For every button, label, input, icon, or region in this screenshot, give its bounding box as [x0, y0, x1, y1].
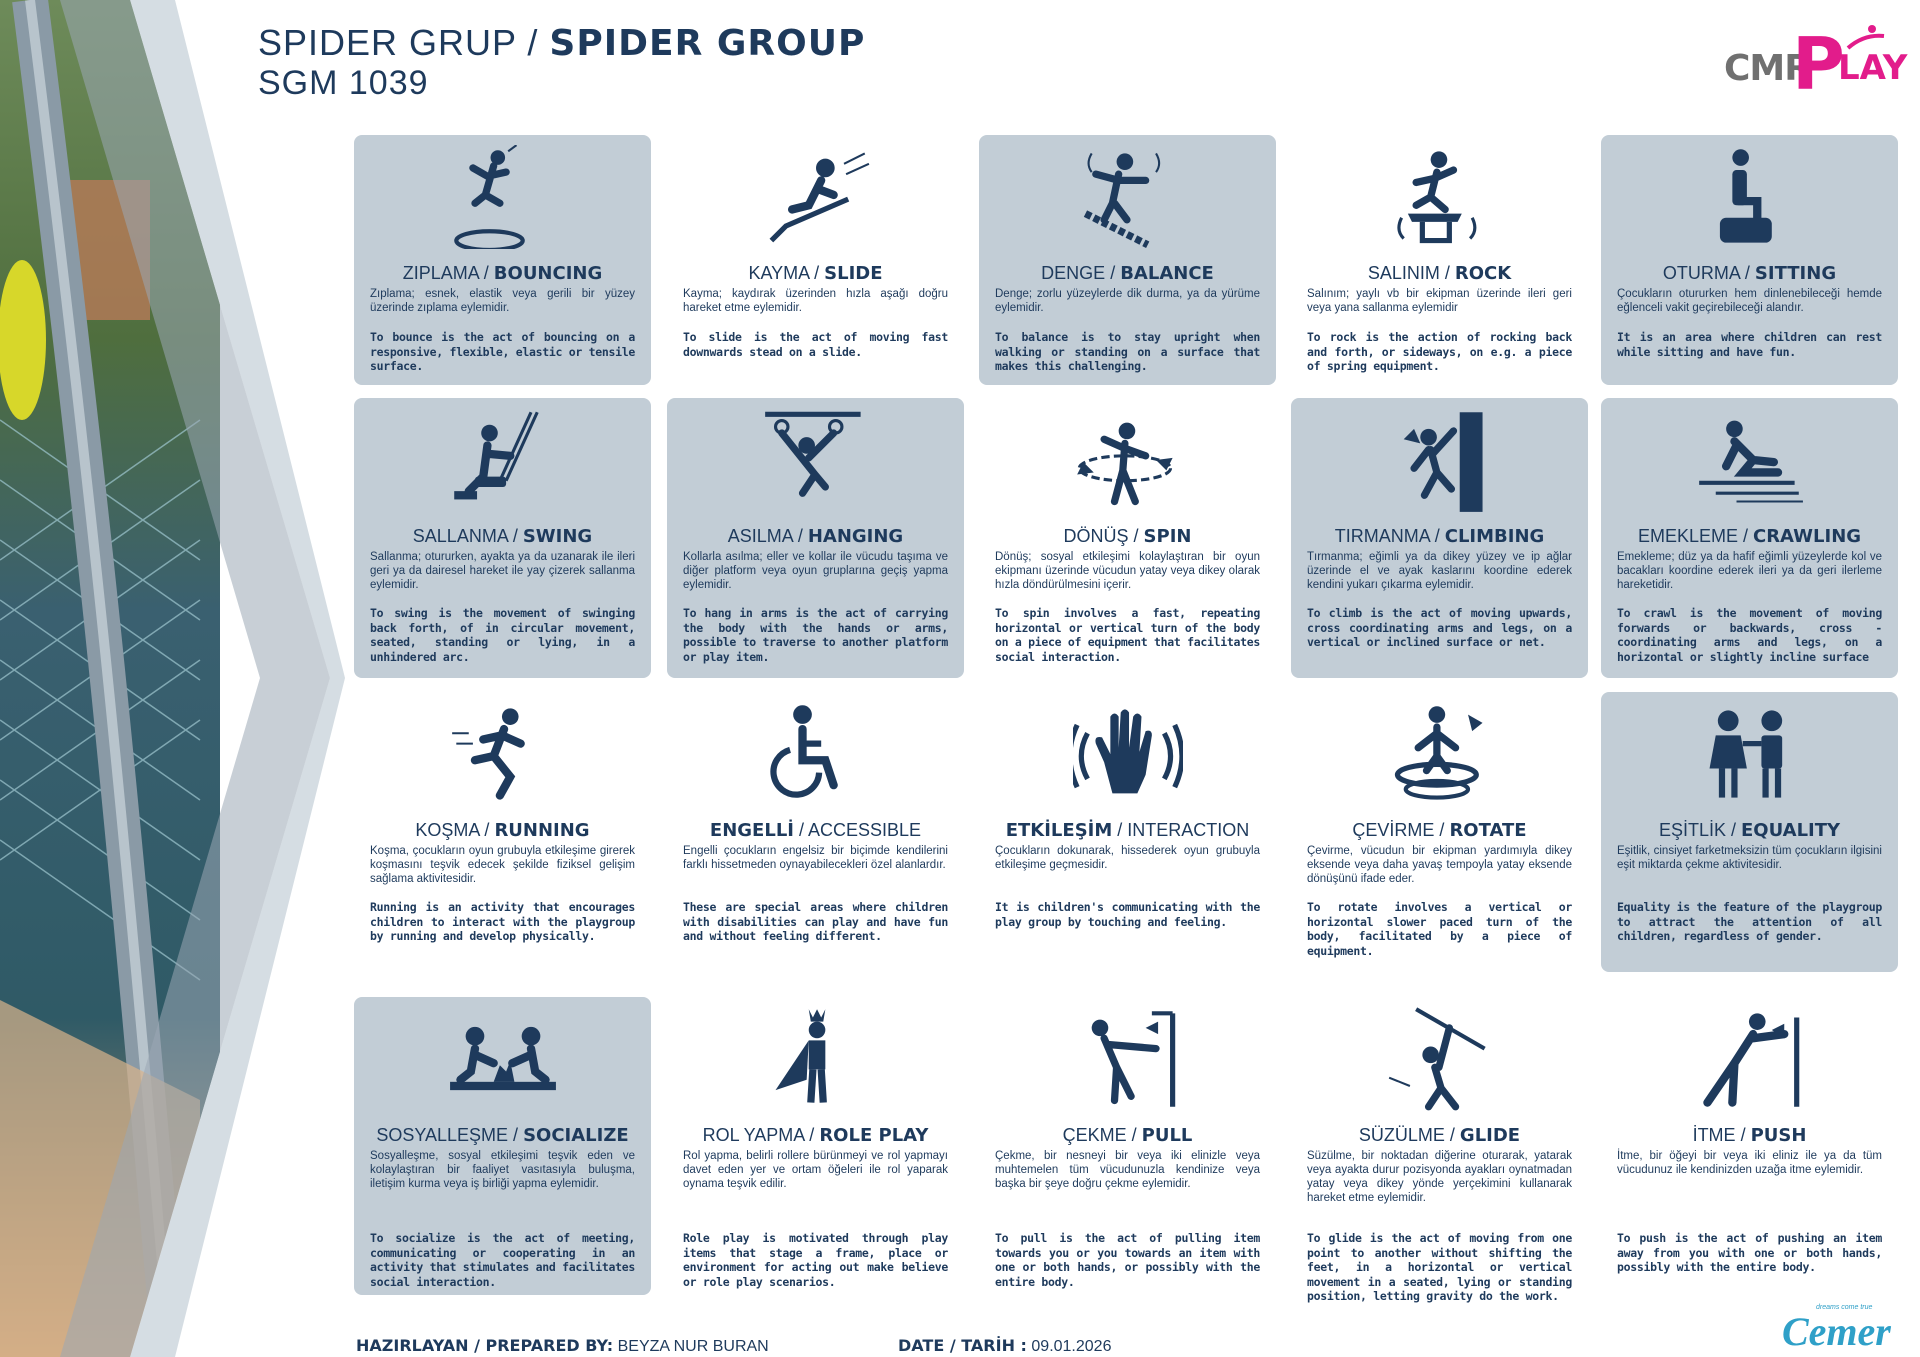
description-en: Running is an activity that encourages children to interact with the playgroup by running and develop physically. [370, 900, 635, 943]
name-separator: / [1737, 526, 1753, 546]
sitting-icon [1601, 145, 1898, 263]
activity-name-tr: SALLANMA [412, 526, 508, 546]
activity-name-en: GLIDE [1459, 1125, 1521, 1146]
description-en: To crawl is the movement of moving forwards or backwards, cross - coordinating arms and legs, on a horizontal or slightly incline surface [1617, 606, 1882, 664]
description-tr: Engelli çocukların engelsiz bir biçimde kendilerini farklı hissetmeden oynayabilecekleri özel alanlardır. [683, 845, 948, 871]
logo-lay-text: LAY [1838, 48, 1908, 88]
activity-name-tr: KAYMA [748, 263, 810, 283]
crawling-icon [1601, 408, 1898, 526]
activity-card-glide [1291, 997, 1588, 1303]
balance-icon [979, 145, 1276, 263]
activity-heading [979, 1125, 1276, 1146]
activity-heading [354, 263, 651, 284]
activity-card-socialize [354, 997, 651, 1295]
description-tr: Sallanma; otururken, ayakta ya da uzanarak ile ileri geri ya da dairesel hareket ile yay çizerek sallanma eylemidir. [370, 551, 635, 591]
name-separator: / [1735, 1125, 1751, 1145]
activity-name-en: SITTING [1754, 263, 1837, 284]
date-label: DATE / TARİH : [898, 1336, 1027, 1355]
activity-heading [667, 820, 964, 841]
description-tr: Eşitlik, cinsiyet farketmeksizin tüm çocukların ilgisini eşit miktarda çekme aktivitesidir. [1617, 845, 1882, 871]
description-en: To swing is the movement of swinging back forth, of in circular movement, seated, standing or lying, in a unhindered arc. [370, 606, 635, 664]
activity-heading [1291, 526, 1588, 547]
activity-name-tr: ENGELLİ [709, 820, 794, 841]
description-en: To rotate involves a vertical or horizontal slower paced turn of the body, facilitated by a piece of equipment. [1307, 900, 1572, 958]
activity-card-running [354, 692, 651, 972]
activity-heading [1601, 263, 1898, 284]
spin-icon [979, 408, 1276, 526]
name-separator: / [804, 1125, 820, 1145]
equality-icon [1601, 702, 1898, 820]
activity-name-tr: TIRMANMA [1334, 526, 1430, 546]
cmr-play-logo [1720, 18, 1908, 108]
description-en: To socialize is the act of meeting, communicating or cooperating in an activity that stimulates and facilitates social interaction. [370, 1231, 635, 1289]
description-en: To slide is the act of moving fast downwards stead on a slide. [683, 330, 948, 359]
description-en: To rock is the action of rocking back and forth, or sideways, on e.g. a piece of spring equipment. [1307, 330, 1572, 373]
description-tr: Salınım; yaylı vb bir ekipman üzerinde ileri geri veya yana sallanma eylemidir [1307, 288, 1572, 314]
activity-name-en: INTERACTION [1127, 820, 1250, 840]
description-en: It is an area where children can rest while sitting and have fun. [1617, 330, 1882, 359]
logo-p-text: P [1792, 22, 1845, 106]
activity-heading [1291, 1125, 1588, 1146]
description-en: To spin involves a fast, repeating horizontal or vertical turn of the body on a piece of equipment that facilitates social interaction. [995, 606, 1260, 664]
activity-name-en: BOUNCING [493, 263, 603, 284]
name-separator: / [1739, 263, 1755, 283]
activity-name-en: SPIN [1143, 526, 1192, 547]
activity-name-tr: ZIPLAMA [402, 263, 479, 283]
name-separator: / [792, 526, 808, 546]
description-tr: Rol yapma, belirli rollere bürünmeyi ve rol yapmayı davet eden yer ve ortam öğeleri ile rol yaparak oynama teşvik edilir. [683, 1150, 948, 1190]
cemer-logo [1780, 1302, 1910, 1352]
name-separator: / [1112, 820, 1128, 840]
cemer-tagline: dreams come true [1816, 1304, 1873, 1311]
description-tr: Koşma, çocukların oyun grubuyla etkileşime girerek koşmasını teşvik edecek şekilde fiziksel gelişim sağlama aktivitesidir. [370, 845, 635, 885]
description-en: It is children's communicating with the play group by touching and feeling. [995, 900, 1260, 929]
activity-heading [667, 263, 964, 284]
activity-heading [354, 820, 651, 841]
rotate-icon [1291, 702, 1588, 820]
name-separator: / [479, 820, 495, 840]
activity-name-en: BALANCE [1120, 263, 1214, 284]
activity-card-spin [979, 398, 1276, 678]
logo-cmr-text: CMR [1724, 48, 1811, 89]
activity-name-en: CLIMBING [1444, 526, 1545, 547]
playground-photo [0, 0, 360, 1357]
slide-icon [667, 145, 964, 263]
activity-heading [354, 1125, 651, 1146]
bouncing-icon [354, 145, 651, 263]
activity-name-tr: DENGE [1041, 263, 1106, 283]
activity-name-en: ROLE PLAY [819, 1125, 929, 1146]
name-separator: / [507, 526, 523, 546]
name-separator: / [794, 820, 809, 840]
logo-figure-icon [1840, 24, 1890, 54]
activity-card-balance [979, 135, 1276, 385]
description-en: Role play is motivated through play items that stage a frame, place or environment for acting out make believe or role play scenarios. [683, 1231, 948, 1289]
activity-card-bouncing [354, 135, 651, 385]
activity-name-tr: ETKİLEŞİM [1005, 820, 1113, 841]
description-en: To bounce is the act of bouncing on a responsive, flexible, elastic or tensile surface. [370, 330, 635, 373]
activity-card-climbing [1291, 398, 1588, 678]
socialize-icon [354, 1007, 651, 1125]
description-en: To glide is the act of moving from one point to another without shifting the feet, in a horizontal or vertical movement in a seated, lying or standing position, letting gravity do the work. [1307, 1231, 1572, 1303]
activity-name-en: PULL [1141, 1125, 1193, 1146]
activity-card-push [1601, 997, 1898, 1295]
activity-card-crawling [1601, 398, 1898, 678]
activity-name-tr: İTME [1692, 1125, 1736, 1145]
activity-heading [1601, 526, 1898, 547]
description-en: To balance is to stay upright when walking or standing on a surface that makes this challenging. [995, 330, 1260, 373]
running-icon [354, 702, 651, 820]
activity-heading [667, 1125, 964, 1146]
description-tr: Zıplama; esnek, elastik veya gerili bir yüzey üzerinde zıplama eylemidir. [370, 288, 635, 314]
glide-icon [1291, 1007, 1588, 1125]
activity-heading [667, 526, 964, 547]
activity-name-tr: KOŞMA [415, 820, 480, 840]
description-en: To climb is the act of moving upwards, cross coordinating arms and legs, on a vertical or inclined surface or net. [1307, 606, 1572, 649]
activity-name-tr: DÖNÜŞ [1063, 526, 1129, 546]
activity-card-rock [1291, 135, 1588, 385]
description-tr: Kollarla asılma; eller ve kollar ile vücudu taşıma ve diğer platform veya oyun gruplarına geçiş yapma eylemidir. [683, 551, 948, 591]
description-tr: İtme, bir öğeyi bir veya iki eliniz ile ya da tüm vücudunuz ile kendinizden uzağa itme eylemidir. [1617, 1150, 1882, 1176]
activity-heading [1601, 1125, 1898, 1146]
description-en: To pull is the act of pulling item towards you or you towards an item with one or both hands, or possibly with the entire body. [995, 1231, 1260, 1289]
name-separator: / [1128, 526, 1144, 546]
activity-card-swing [354, 398, 651, 678]
description-tr: Denge; zorlu yüzeylerde dik durma, ya da yürüme eylemidir. [995, 288, 1260, 314]
name-separator: / [1434, 820, 1450, 840]
description-en: To push is the act of pushing an item away from you with one or both hands, possibly with the entire body. [1617, 1231, 1882, 1274]
accessible-icon [667, 702, 964, 820]
activity-heading [1601, 820, 1898, 841]
activity-name-en: SWING [522, 526, 593, 547]
activity-name-tr: SOSYALLEŞME [376, 1125, 509, 1145]
interaction-icon [979, 702, 1276, 820]
name-separator: / [1429, 526, 1445, 546]
activity-name-en: ACCESSIBLE [808, 820, 922, 840]
activity-name-en: EQUALITY [1740, 820, 1841, 841]
activity-card-equality [1601, 692, 1898, 972]
activity-name-en: ROTATE [1449, 820, 1527, 841]
activity-name-en: HANGING [807, 526, 904, 547]
activity-name-tr: ÇEKME [1062, 1125, 1127, 1145]
date-block [898, 1336, 1111, 1356]
description-tr: Sosyalleşme, sosyal etkileşimi teşvik eden ve kolaylaştıran bir faaliyet vasıtasıyla buluşma, iletişim kurma veya iş birliği yapma eylemidir. [370, 1150, 635, 1190]
prepared-by [356, 1336, 769, 1356]
description-tr: Süzülme, bir noktadan diğerine oturarak, yatarak veya ayakta durur pozisyonda ayakları oynatmadan yatay veya dikey yönde yerçekimini kullanarak hareket etme eylemidir. [1307, 1150, 1572, 1204]
description-tr: Çevirme, vücudun bir ekipman yardımıyla dikey eksende veya daha yavaş tempoyla yatay eksende dönüşünü ifade eder. [1307, 845, 1572, 885]
activity-name-tr: ASILMA [727, 526, 793, 546]
swing-icon [354, 408, 651, 526]
name-separator: / [1725, 820, 1741, 840]
description-tr: Tırmanma; eğimli ya da dikey yüzey ve ip ağlar üzerinde el ve ayak kaslarını koordine ederek kendini yukarı çıkarma eylemidir. [1307, 551, 1572, 591]
push-icon [1601, 1007, 1898, 1125]
activity-name-en: RUNNING [494, 820, 590, 841]
activity-heading [1291, 263, 1588, 284]
name-separator: / [508, 1125, 524, 1145]
date-value: 09.01.2026 [1031, 1338, 1112, 1355]
title-en: SPIDER GROUP [549, 23, 866, 64]
page-title [258, 22, 865, 64]
description-en: These are special areas where children with disabilities can play and have fun and without feeling different. [683, 900, 948, 943]
description-tr: Çekme, bir nesneyi bir veya iki elinizle veya muhtemelen tüm vücudunuzla kendinize veya başka bir şeye doğru çekme eylemidir. [995, 1150, 1260, 1190]
prepared-name: BEYZA NUR BURAN [617, 1338, 769, 1355]
activity-card-rotate [1291, 692, 1588, 972]
cemer-wordmark: Cemer [1782, 1309, 1891, 1354]
activity-name-en: SLIDE [824, 263, 883, 284]
prepared-label: HAZIRLAYAN / PREPARED BY: [356, 1336, 614, 1355]
activity-card-interaction [979, 692, 1276, 972]
pull-icon [979, 1007, 1276, 1125]
description-tr: Kayma; kaydırak üzerinden hızla aşağı doğru hareket etme eylemidir. [683, 288, 948, 314]
activity-heading [979, 526, 1276, 547]
activity-name-tr: SALINIM [1367, 263, 1440, 283]
activity-name-en: ROCK [1454, 263, 1512, 284]
activity-name-tr: ÇEVİRME [1352, 820, 1435, 840]
activity-name-tr: EŞİTLİK [1658, 820, 1726, 840]
description-en: Equality is the feature of the playgroup to attract the attention of all children, regardless of gender. [1617, 900, 1882, 943]
activity-card-accessible [667, 692, 964, 972]
hanging-icon [667, 408, 964, 526]
rock-icon [1291, 145, 1588, 263]
description-tr: Çocukların otururken hem dinlenebileceği hemde eğlenceli vakit geçirebileceği alandır. [1617, 288, 1882, 314]
activity-heading [354, 526, 651, 547]
description-tr: Emekleme; düz ya da hafif eğimli yüzeylerde kol ve bacakları koordine ederek ileri ya da geri ilerleme hareketidir. [1617, 551, 1882, 591]
activity-card-role-play [667, 997, 964, 1295]
activity-name-tr: SÜZÜLME [1358, 1125, 1445, 1145]
activity-heading [1291, 820, 1588, 841]
activity-name-tr: EMEKLEME [1637, 526, 1738, 546]
activity-card-slide [667, 135, 964, 385]
activity-name-tr: ROL YAPMA [702, 1125, 805, 1145]
activity-name-tr: OTURMA [1662, 263, 1740, 283]
name-separator: / [1126, 1125, 1142, 1145]
role-play-icon [667, 1007, 964, 1125]
activity-card-pull [979, 997, 1276, 1295]
activity-card-sitting [1601, 135, 1898, 385]
description-tr: Dönüş; sosyal etkileşimi kolaylaştıran bir oyun ekipmanı üzerinde vücudun yatay veya dikey olarak hızla döndürülmesini içerir. [995, 551, 1260, 591]
name-separator: / [478, 263, 494, 283]
climbing-icon [1291, 408, 1588, 526]
product-code: SGM 1039 [258, 64, 429, 102]
activity-name-en: PUSH [1750, 1125, 1807, 1146]
name-separator: / [1439, 263, 1455, 283]
name-separator: / [1444, 1125, 1460, 1145]
name-separator: / [809, 263, 825, 283]
activity-name-en: CRAWLING [1752, 526, 1862, 547]
name-separator: / [1105, 263, 1121, 283]
activity-heading [979, 820, 1276, 841]
activity-heading [979, 263, 1276, 284]
description-en: To hang in arms is the act of carrying the body with the hands or arms, possible to traverse to another platform or play item. [683, 606, 948, 664]
description-tr: Çocukların dokunarak, hissederek oyun grubuyla etkileşime geçmesidir. [995, 845, 1260, 871]
activity-name-en: SOCIALIZE [523, 1125, 629, 1146]
activity-card-hanging [667, 398, 964, 678]
title-tr: SPIDER GRUP / [258, 22, 539, 63]
